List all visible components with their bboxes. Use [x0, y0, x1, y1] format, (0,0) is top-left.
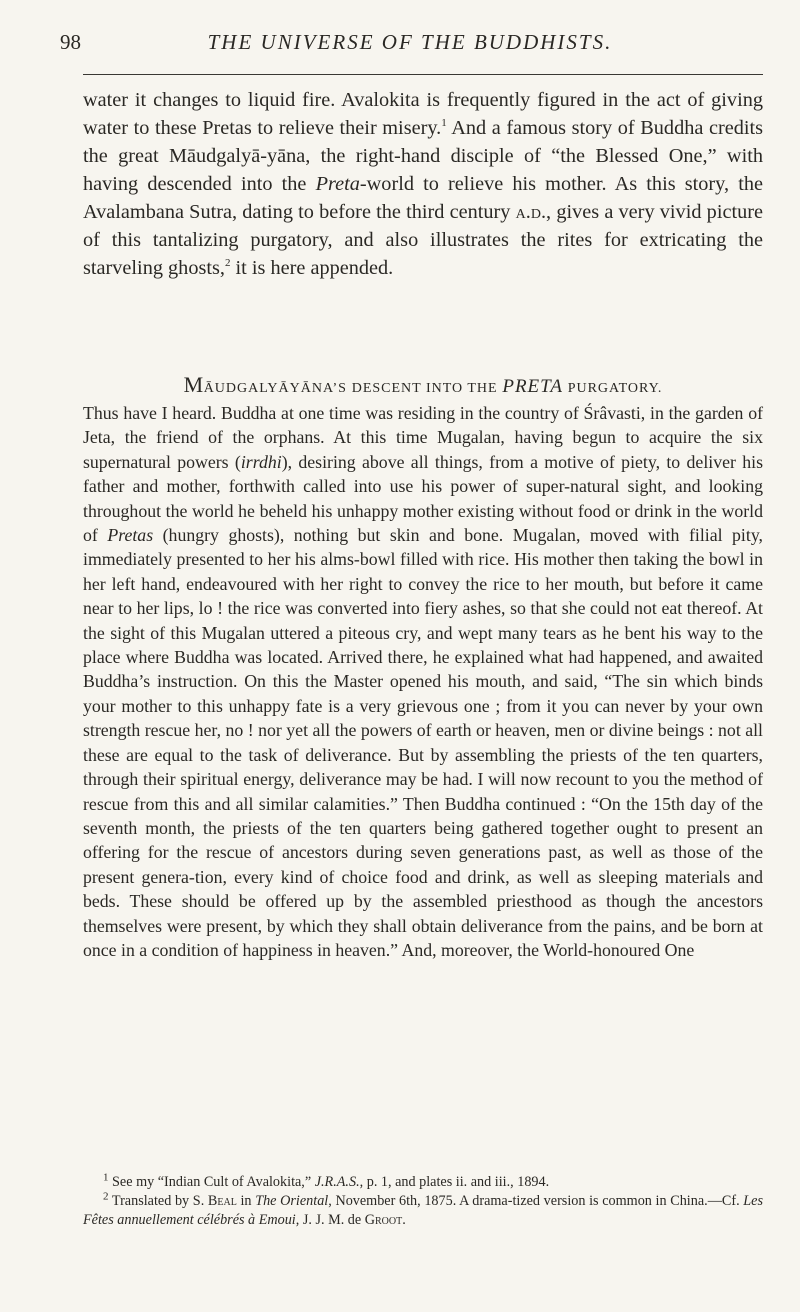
text-run: , p. 1, and plates ii. and iii., 1894. — [359, 1174, 550, 1190]
journal-abbrev: J.R.A.S. — [314, 1174, 360, 1190]
text-run: . — [402, 1212, 406, 1228]
text-run: , November 6th, 1875. A drama-tized version is common in China.—Cf. — [328, 1193, 744, 1209]
text-run: , J. J. M. de — [295, 1212, 365, 1228]
text-run: And a famous story of Buddha credits the great Māudgalyā-yāna, the right-hand disciple of “the Blessed One,” with having descended into the — [83, 117, 763, 195]
text-run: Thus have I heard. Buddha at one time was residing in the country of Śrâvasti, in the garden of Jeta, the friend of the orphans. At this time Mugalan, having begun to acquire the six supernatural powers ( — [83, 403, 763, 472]
intro-paragraph — [83, 86, 763, 282]
heading-name: ĀUDGALYĀYĀNA’S — [203, 381, 347, 396]
ad-abbrev: a.d. — [515, 201, 547, 223]
text-run: (hungry ghosts), nothing but skin and bone. Mugalan, moved with filial pity, immediately presented to her his alms-bowl filled with rice. His mother then taking the bowl in her left hand, endeavoured with her right to convey the rice to her mouth, but before it came near to her lips, lo ! the rice was converted into fiery ashes, so that she could not eat thereof. At the sight of this Mugalan uttered a piteous cry, and wept many tears as he bent his way to the place where Buddha was located. Arrived there, he explained what had happened, and awaited Buddha’s instruction. On this the Master opened his mouth, and said, “The sin which binds your mother to this unhappy fate is a very grievous one ; from it you can never by your own strength rescue her, no ! nor yet all the powers of earth or heaven, men or divine beings : not all these are equal to the task of deliverance. But by assembling the priests of the ten quarters, through their spiritual energy, deliverance may be had. I will now recount to you the method of rescue from this and all similar calamities.” Then Buddha continued : “On the 15th day of the seventh month, the priests of the ten quarters being gathered together ought to present an offering for the rescue of ancestors during seven generations past, as well as those of the present genera-tion, every kind of choice food and drink, as well as sleeping materials and beds. These should be offered up by the assembled priesthood as though the ancestors themselves were present, by which they shall obtain deliverance from the pains, and be born at once in a condition of happiness in heaven.” And, moreover, the World-honoured One — [83, 525, 763, 960]
running-header — [60, 30, 760, 60]
section-heading — [83, 372, 763, 398]
book-title: Les Fêtes annuellement célébrés à Emoui — [83, 1193, 763, 1228]
heading-preta: PRETA — [502, 376, 563, 397]
text-run: in — [236, 1193, 256, 1209]
text-run: See my “Indian Cult of Avalokita,” — [108, 1174, 315, 1190]
heading-tail: PURGATORY. — [567, 381, 663, 396]
page-number: 98 — [60, 30, 81, 54]
footnotes — [83, 1173, 763, 1230]
text-run: ), desiring above all things, from a motive of piety, to deliver his father and mother, forthwith called into use his power of super-natural sight, and looking throughout the world he beheld his unhappy mother existing without food or drink in the world of — [83, 451, 763, 546]
footnote-number: 2 — [103, 1190, 109, 1203]
footnote-number: 1 — [103, 1171, 109, 1184]
footnote-2 — [83, 1192, 763, 1230]
footnote-marker-2: 2 — [224, 257, 231, 270]
text-run: Translated by S. — [108, 1193, 208, 1209]
text-run: , gives a very vivid picture of this tantalizing purgatory, and also illustrates the rites for extricating the starveling ghosts, — [83, 201, 763, 279]
footnote-marker-1: 1 — [441, 117, 447, 130]
journal-title: The Oriental — [255, 1193, 329, 1209]
author-name: Groot — [364, 1212, 403, 1228]
story-paragraph — [83, 401, 763, 962]
irrdhi-term: irrdhi — [240, 451, 282, 472]
author-name: Beal — [207, 1193, 237, 1209]
heading-mid: DESCENT INTO THE — [351, 381, 498, 396]
heading-initial: M — [183, 372, 204, 397]
text-run: water it changes to liquid fire. Avalokita is frequently figured in the act of giving water to these Pretas to relieve their misery. — [83, 89, 763, 139]
footnote-1 — [83, 1173, 763, 1192]
text-run: -world to relieve his mother. As this story, the Avalambana Sutra, dating to before the third century — [83, 173, 763, 223]
header-rule — [83, 74, 763, 75]
preta-term: Preta — [315, 173, 360, 195]
pretas-term: Pretas — [107, 525, 154, 546]
running-title: THE UNIVERSE OF THE BUDDHISTS. — [207, 30, 613, 54]
text-run: it is here appended. — [230, 257, 394, 279]
